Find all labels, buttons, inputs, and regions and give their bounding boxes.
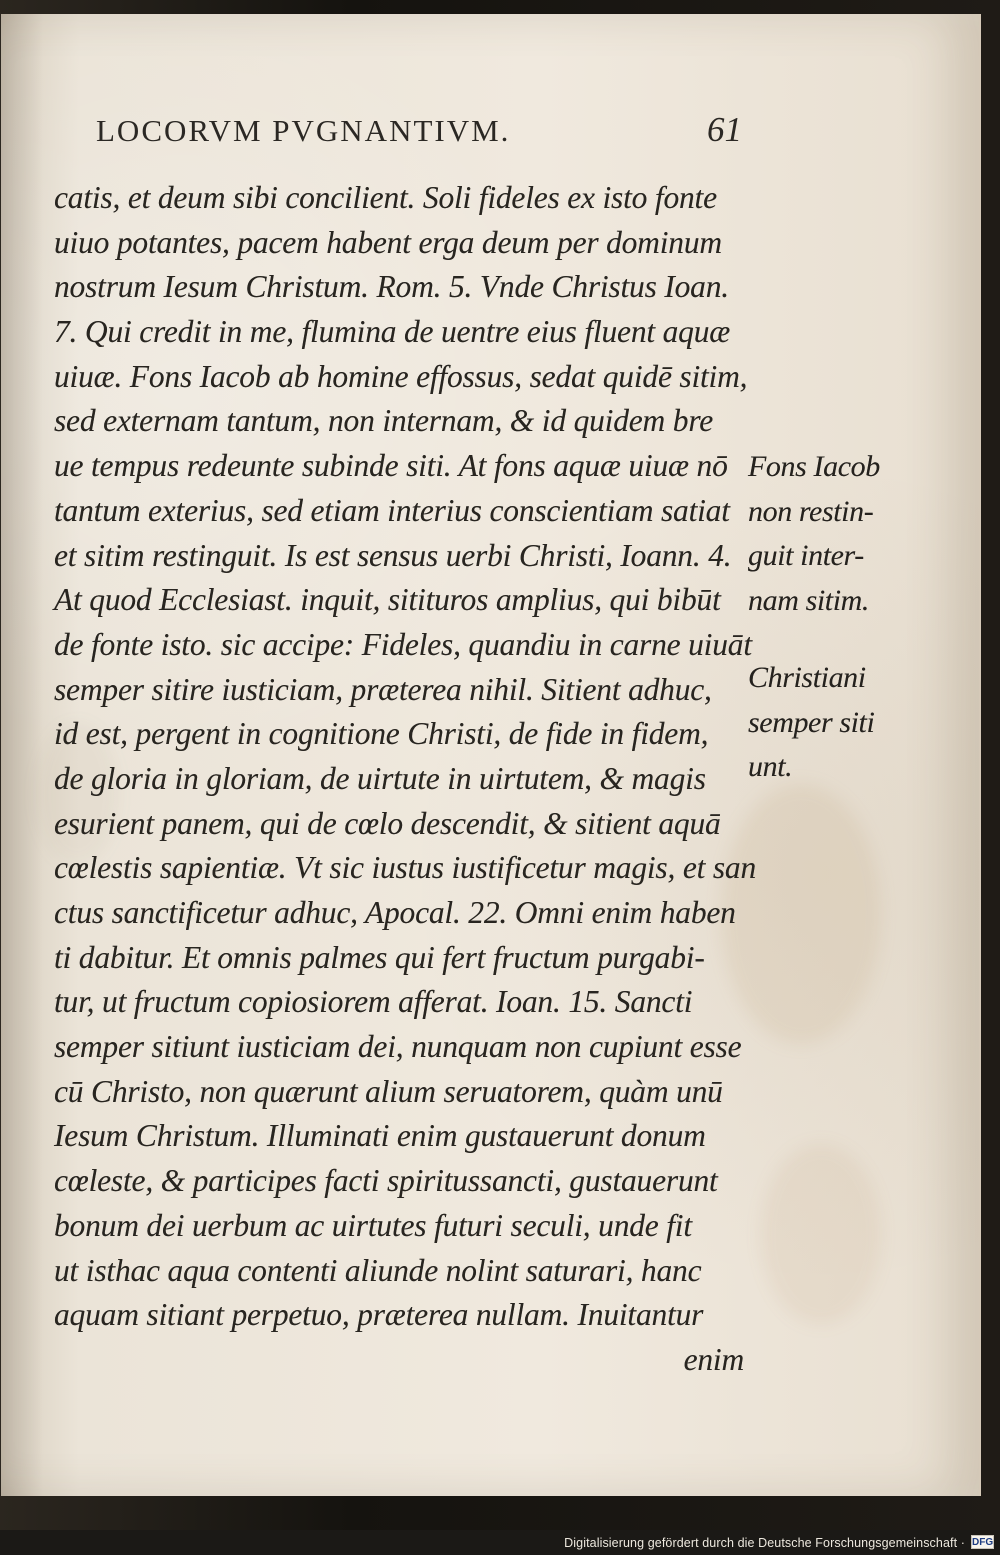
text-line: tantum exterius, sed etiam interius conscientiam satiat [54, 492, 730, 528]
text-line: uiuæ. Fons Iacob ab homine effossus, sedat quidē sitim, [54, 358, 748, 394]
text-line: 7. Qui credit in me, flumina de uentre eius fluent aquæ [54, 314, 731, 350]
text-line: ti dabitur. Et omnis palmes qui fert fructum purgabi- [54, 939, 705, 975]
page-gutter-shadow [1, 14, 43, 1496]
text-line: et sitim restinguit. Is est sensus uerbi Christi, Ioann. 4. [54, 537, 732, 573]
margin-note-line: unt. [748, 750, 793, 783]
text-line: tur, ut fructum copiosiorem afferat. Ioan. 15. Sancti [54, 984, 693, 1020]
text-line: esurient panem, qui de cœlo descendit, & sitient aquā [54, 805, 721, 841]
margin-note-line: guit inter- [748, 539, 864, 572]
text-line: sed externam tantum, non internam, & id quidem bre [54, 403, 713, 439]
text-line: id est, pergent in cognitione Christi, de fide in fidem, [54, 716, 709, 752]
margin-note-line: Fons Iacob [748, 450, 880, 483]
text-line: uiuo potantes, pacem habent erga deum per dominum [54, 224, 722, 260]
text-line: semper sitire iusticiam, præterea nihil. Sitient adhuc, [54, 671, 712, 707]
text-line: At quod Ecclesiast. inquit, sitituros amplius, qui bibūt [54, 582, 721, 618]
text-line: cū Christo, non quærunt alium seruatorem, quàm unū [54, 1073, 723, 1109]
text-line: cœleste, & participes facti spiritussancti, gustauerunt [54, 1163, 718, 1199]
text-line: catis, et deum sibi concilient. Soli fideles ex isto fonte [54, 180, 717, 215]
margin-note-line: non restin- [748, 494, 874, 528]
text-line: ctus sanctificetur adhuc, Apocal. 22. Omni enim haben [54, 895, 736, 930]
main-text [54, 176, 756, 1383]
catchword: enim [683, 1341, 744, 1377]
paper-stain [721, 784, 881, 1044]
paper-stain [761, 1144, 881, 1324]
text-line: Iesum Christum. Illuminati enim gustauerunt donum [54, 1118, 706, 1154]
text-line: nostrum Iesum Christum. Rom. 5. Vnde Christus Ioan. [54, 269, 729, 305]
margin-note-line: semper siti [748, 705, 875, 739]
text-line: de fonte isto. sic accipe: Fideles, quandiu in carne uiuāt [54, 626, 752, 662]
text-line: cœlestis sapientiæ. Vt sic iustus iustificetur magis, et san [54, 850, 756, 886]
running-header [96, 110, 746, 158]
text-line: semper sitiunt iusticiam dei, nunquam non cupiunt esse [54, 1029, 742, 1065]
text-line: bonum dei uerbum ac uirtutes futuri seculi, unde fit [54, 1207, 692, 1243]
page-number: 61 [707, 110, 742, 149]
text-line: aquam sitiant perpetuo, præterea nullam. Inuitantur [54, 1297, 704, 1333]
book-page [1, 14, 981, 1496]
margin-note-fons-iacob [748, 445, 900, 623]
digitization-credit: Digitalisierung gefördert durch die Deutsche Forschungsgemeinschaft · [564, 1536, 965, 1550]
text-line: ue tempus redeunte subinde siti. At fons aquæ uiuæ nō [54, 448, 728, 484]
margin-note-line: nam sitim. [748, 583, 870, 617]
dfg-logo: DFG [972, 1537, 994, 1548]
running-title: LOCORVM PVGNANTIVM. [96, 113, 511, 148]
text-line: ut isthac aqua contenti aliunde nolint saturari, hanc [54, 1252, 702, 1288]
margin-note-line: Christiani [748, 661, 866, 694]
text-line: de gloria in gloriam, de uirtute in uirtutem, & magis [54, 760, 706, 796]
margin-note-christiani [748, 656, 900, 790]
